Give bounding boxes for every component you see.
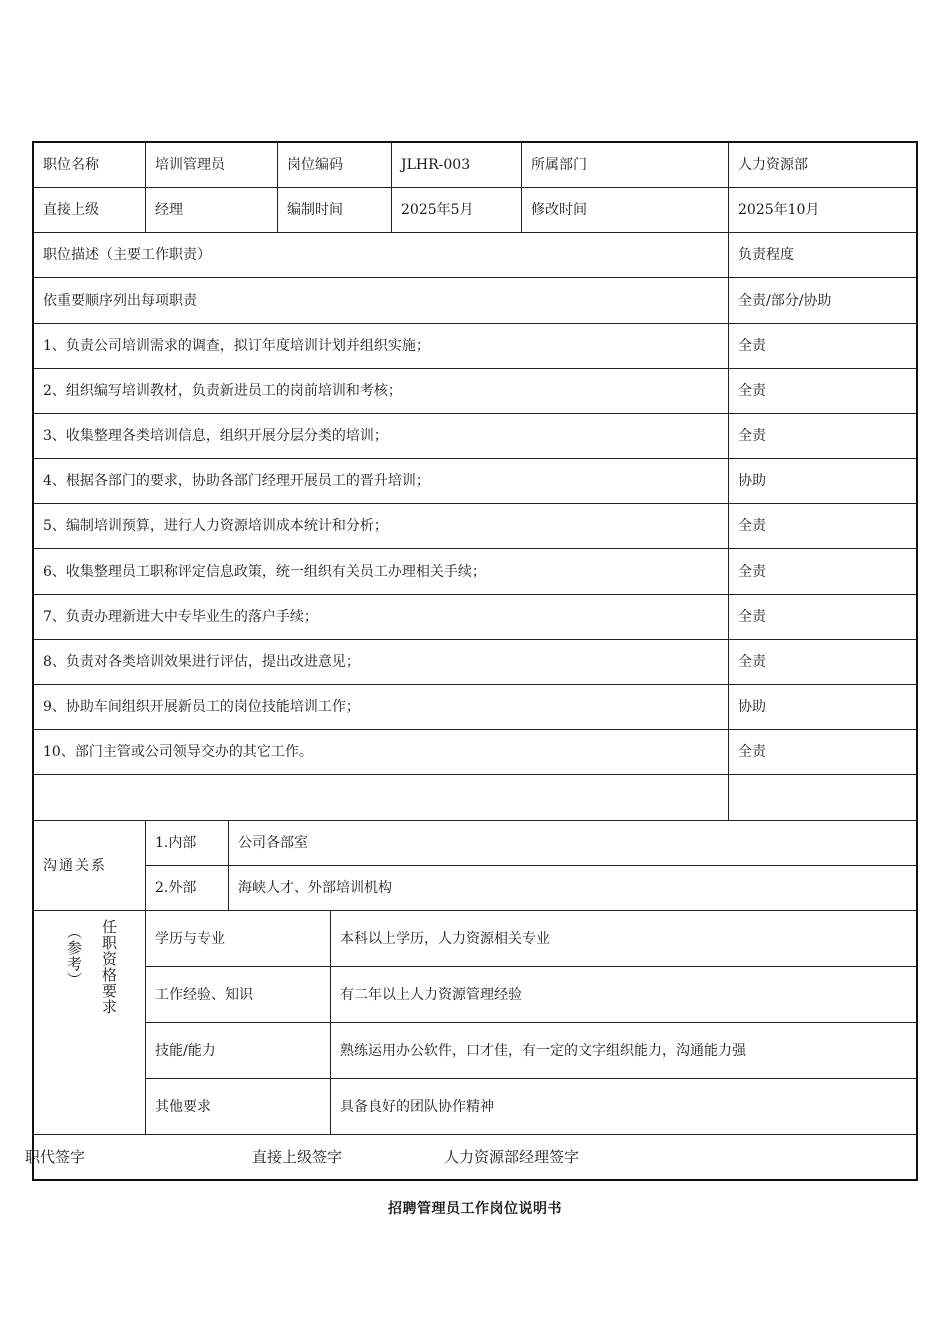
department-value: 人力资源部: [729, 143, 916, 188]
duty-item: 10、部门主管或公司领导交办的其它工作。: [34, 730, 729, 775]
hr-manager-signature-label: 人力资源部经理签字: [444, 1148, 580, 1166]
modified-value: 2025年10月: [729, 188, 916, 233]
duty-level: 全责: [729, 595, 916, 640]
communication-external-value: 海峡人才、外部培训机构: [229, 866, 916, 911]
empty-level-cell: [729, 775, 916, 821]
qualification-label: 其他要求: [146, 1079, 331, 1135]
duty-level: 全责: [729, 730, 916, 775]
qualification-value: 有二年以上人力资源管理经验: [331, 967, 916, 1023]
qualifications-note: （参考）: [65, 924, 83, 988]
duty-level: 全责: [729, 414, 916, 459]
position-name-label: 职位名称: [34, 143, 146, 188]
qualification-value: 本科以上学历，人力资源相关专业: [331, 911, 916, 967]
duty-item: 7、负责办理新进大中专毕业生的落户手续；: [34, 595, 729, 640]
duties-heading: 职位描述（主要工作职责）: [34, 233, 729, 278]
department-label: 所属部门: [522, 143, 729, 188]
supervisor-label: 直接上级: [34, 188, 146, 233]
communication-label: 沟通关系: [34, 821, 146, 911]
duty-level: 全责: [729, 369, 916, 414]
qualification-value: 具备良好的团队协作精神: [331, 1079, 916, 1135]
job-description-table: [32, 141, 918, 1181]
duty-item: 9、协助车间组织开展新员工的岗位技能培训工作；: [34, 685, 729, 730]
modified-label: 修改时间: [522, 188, 729, 233]
supervisor-signature-label: 直接上级签字: [252, 1148, 343, 1166]
compiled-label: 编制时间: [278, 188, 392, 233]
empty-duty-cell: [34, 775, 729, 821]
position-code-value: JLHR-003: [392, 143, 522, 188]
level-options: 全责/部分/协助: [729, 278, 916, 324]
duty-item: 2、组织编写培训教材，负责新进员工的岗前培训和考核；: [34, 369, 729, 414]
qualification-label: 学历与专业: [146, 911, 331, 967]
duty-level: 全责: [729, 549, 916, 595]
supervisor-value: 经理: [146, 188, 278, 233]
duty-level: 全责: [729, 504, 916, 549]
duty-item: 4、根据各部门的要求，协助各部门经理开展员工的晋升培训；: [34, 459, 729, 504]
communication-external-label: 2.外部: [146, 866, 229, 911]
duty-level: 全责: [729, 324, 916, 369]
level-heading: 负责程度: [729, 233, 916, 278]
duty-level: 协助: [729, 685, 916, 730]
compiled-value: 2025年5月: [392, 188, 522, 233]
qualification-label: 技能/能力: [146, 1023, 331, 1079]
duty-item: 5、编制培训预算，进行人力资源培训成本统计和分析；: [34, 504, 729, 549]
communication-internal-value: 公司各部室: [229, 821, 916, 866]
qualifications-label-cell: [34, 911, 146, 1135]
duties-subheading: 依重要顺序列出每项职责: [34, 278, 729, 324]
document-title: 招聘管理员工作岗位说明书: [388, 1201, 562, 1217]
duty-level: 协助: [729, 459, 916, 504]
communication-internal-label: 1.内部: [146, 821, 229, 866]
duty-item: 3、收集整理各类培训信息，组织开展分层分类的培训；: [34, 414, 729, 459]
position-name-value: 培训管理员: [146, 143, 278, 188]
duty-level: 全责: [729, 640, 916, 685]
employee-signature-label: 职代签字: [25, 1148, 86, 1166]
duty-item: 8、负责对各类培训效果进行评估，提出改进意见；: [34, 640, 729, 685]
qualifications-label: 任职资格要求: [100, 919, 118, 1015]
qualification-label: 工作经验、知识: [146, 967, 331, 1023]
duty-item: 1、负责公司培训需求的调查，拟订年度培训计划并组织实施；: [34, 324, 729, 369]
qualification-value: 熟练运用办公软件，口才佳，有一定的文字组织能力，沟通能力强: [331, 1023, 916, 1079]
position-code-label: 岗位编码: [278, 143, 392, 188]
duty-item: 6、收集整理员工职称评定信息政策，统一组织有关员工办理相关手续；: [34, 549, 729, 595]
